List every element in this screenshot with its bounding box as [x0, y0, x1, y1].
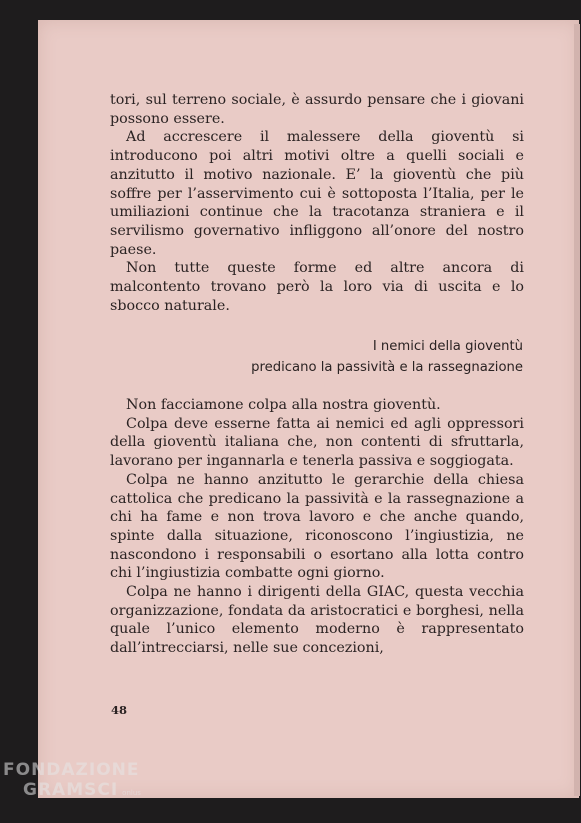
- paragraph: Colpa ne hanno anzitutto le gerarchie della chiesa cattolica che predicano la passività e la rassegnazione a chi ha fame e non trova lavoro e che anche quando, spinte dalla situazione, riconoscono l’ingiustizia, ne nascondono i responsabili o esortano alla lotta contro chi l’ingiustizia combatte ogni giorno.: [110, 471, 524, 582]
- paragraph: Ad accrescere il malessere della gioventù si introducono poi altri motivi oltre a quelli sociali e anzitutto il motivo nazionale. E’ la gioventù che più soffre per l’asservimento cui è sottoposta l’Italia, per le umiliazioni continue che la tracotanza straniera e il servilismo governativo infliggono all’onore del nostro paese.: [110, 129, 524, 258]
- body-text-bottom: [110, 396, 524, 658]
- page-edge: [574, 24, 580, 796]
- section-heading-line1: I nemici della gioventù: [372, 339, 523, 354]
- paragraph: Non facciamone colpa alla nostra gioventù.: [126, 397, 441, 413]
- section-heading: [190, 336, 523, 378]
- section-heading-line2: predicano la passività e la rassegnazione: [251, 360, 523, 375]
- watermark-logo: [3, 760, 141, 803]
- paragraph: Non tutte queste forme ed altre ancora di malcontento trovano però la loro via di uscita e lo sbocco naturale.: [110, 260, 524, 314]
- watermark-line2-text: GRAMSCI: [23, 780, 119, 800]
- paragraph: Colpa ne hanno i dirigenti della GIAC, questa vecchia organizzazione, fondata da aristocratici e borghesi, nella quale l’unico elemento moderno è rappresentato dall’intrecciarsi, nelle sue concezioni,: [110, 584, 524, 657]
- page-number: 48: [111, 703, 128, 717]
- paragraph: Colpa deve esserne fatta ai nemici ed agli oppressori della gioventù italiana che, non contenti di sfruttarla, lavorano per ingannarla e tenerla passiva e soggiogata.: [110, 415, 524, 470]
- watermark-suffix: onlus: [122, 789, 141, 797]
- watermark-line2: [3, 780, 141, 803]
- paragraph: tori, sul terreno sociale, è assurdo pensare che i giovani possono essere.: [110, 92, 524, 127]
- watermark-line1: FONDAZIONE: [3, 760, 140, 780]
- body-text-top: [110, 91, 524, 315]
